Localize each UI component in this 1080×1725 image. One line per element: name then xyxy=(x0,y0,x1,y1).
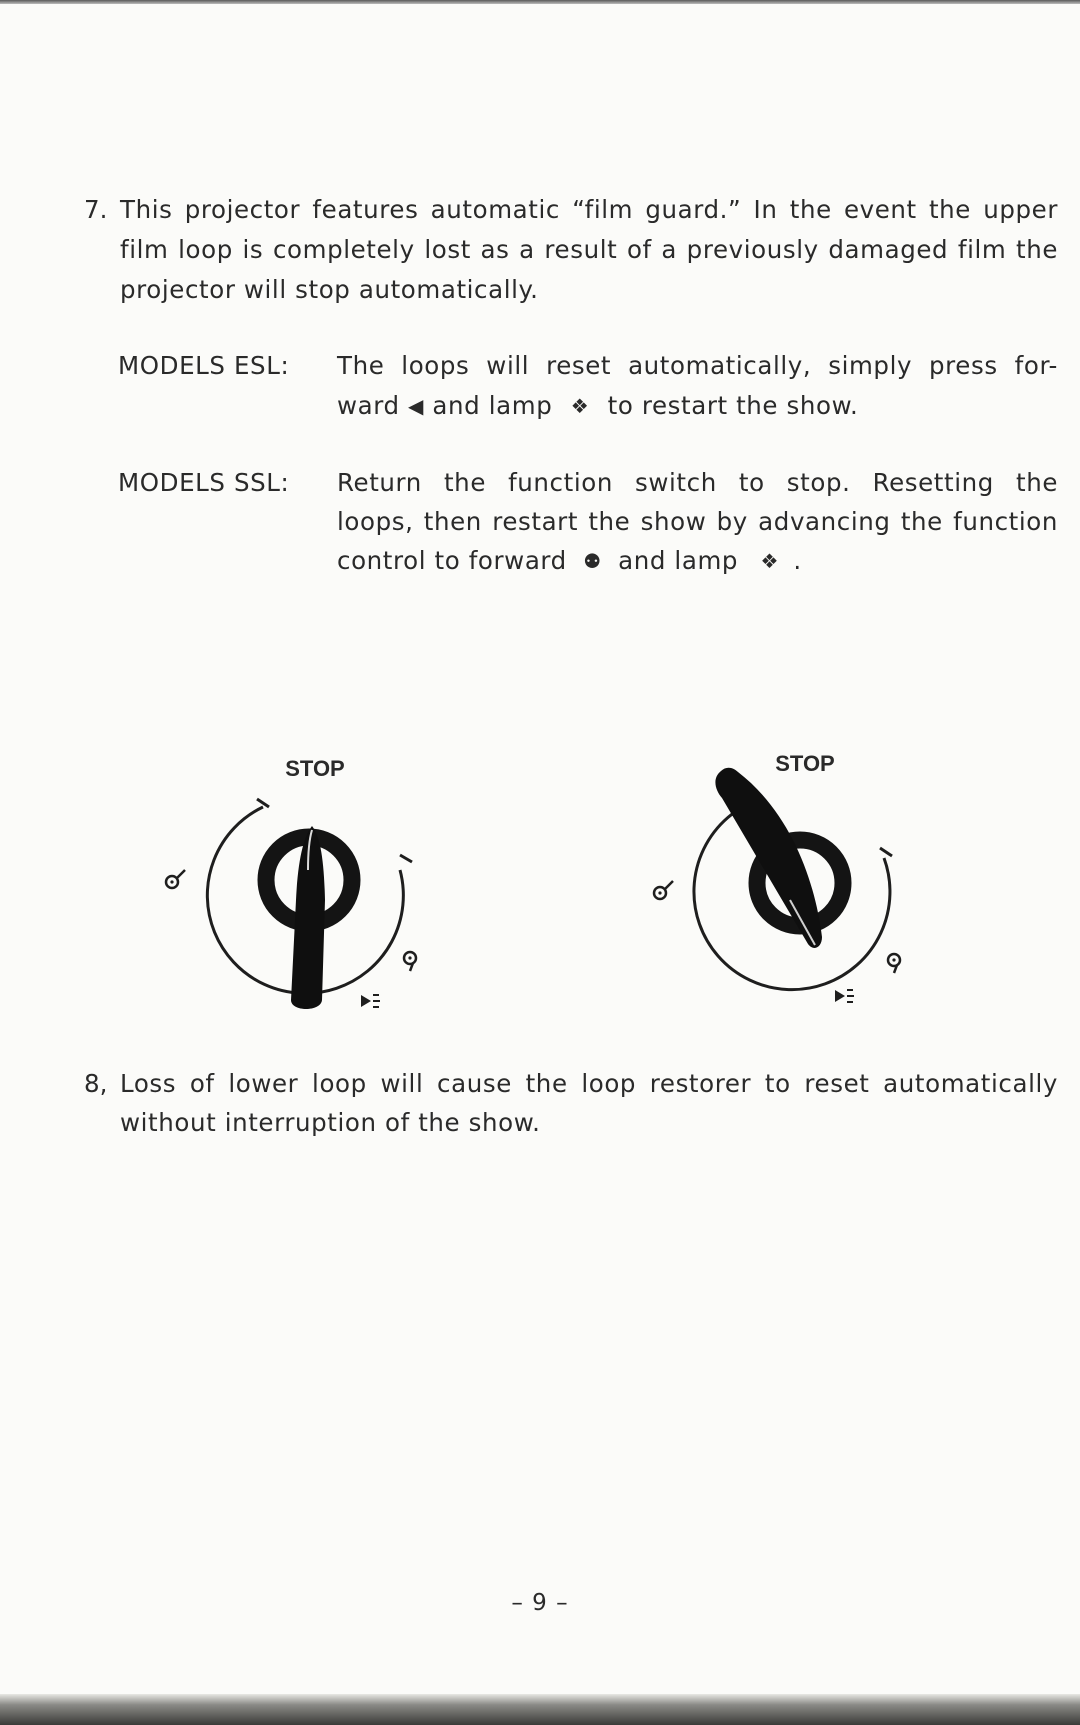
models-ssl-line-2: loops, then restart the show by advancing the function xyxy=(337,507,1058,536)
forward-arrow-icon: ◀ xyxy=(408,394,425,418)
item-8-line-2: without interruption of the show. xyxy=(120,1108,541,1137)
models-esl-word-ward: ward xyxy=(337,391,400,420)
item-7-line-2: film loop is completely lost as a result of a previously damaged film the xyxy=(120,235,1058,264)
dial-right-notch-right xyxy=(880,848,892,856)
dial-left-stop-label: STOP xyxy=(285,756,345,781)
item-7-line-3: projector will stop automatically. xyxy=(120,275,539,304)
dial-left-notch-right xyxy=(400,855,412,862)
dial-left-notch-top xyxy=(257,799,269,807)
models-ssl-period: . xyxy=(793,546,802,575)
item-8-line-1: Loss of lower loop will cause the loop restorer to reset automatically xyxy=(120,1069,1058,1098)
lamp-icon-right xyxy=(835,990,854,1002)
forward-symbol-icon-right xyxy=(888,954,900,973)
reverse-symbol-icon-right xyxy=(654,881,673,899)
page-number: – 9 – xyxy=(511,1590,569,1616)
reverse-symbol-icon-left xyxy=(166,870,185,888)
lamp-icon-2: ❖ xyxy=(760,549,779,573)
models-esl-line-1: The loops will reset automatically, simply press for- xyxy=(337,351,1058,380)
page-bottom-edge xyxy=(0,1694,1080,1725)
models-esl-word-lamp: and lamp xyxy=(432,391,553,420)
models-ssl-line-1: Return the function switch to stop. Resetting the xyxy=(337,468,1058,497)
models-ssl-label: MODELS SSL: xyxy=(118,468,290,497)
forward-symbol-icon-left xyxy=(404,952,416,971)
models-esl-restart: to restart the show. xyxy=(607,391,859,420)
dial-left xyxy=(166,756,416,1009)
item-7-number: 7. xyxy=(84,195,108,224)
lamp-icon-left xyxy=(361,995,380,1007)
forward-symbol-icon: ⚉ xyxy=(583,549,602,573)
item-8-number: 8, xyxy=(84,1069,108,1098)
lamp-icon: ❖ xyxy=(570,394,590,418)
item-7-line-1: This projector features automatic “film guard.” In the event the upper xyxy=(120,195,1058,224)
dial-right xyxy=(654,751,900,1002)
models-ssl-word-forward: control to forward xyxy=(337,546,567,575)
models-ssl-word-lamp: and lamp xyxy=(618,546,739,575)
dial-right-stop-label: STOP xyxy=(775,751,835,776)
models-esl-label: MODELS ESL: xyxy=(118,351,290,380)
